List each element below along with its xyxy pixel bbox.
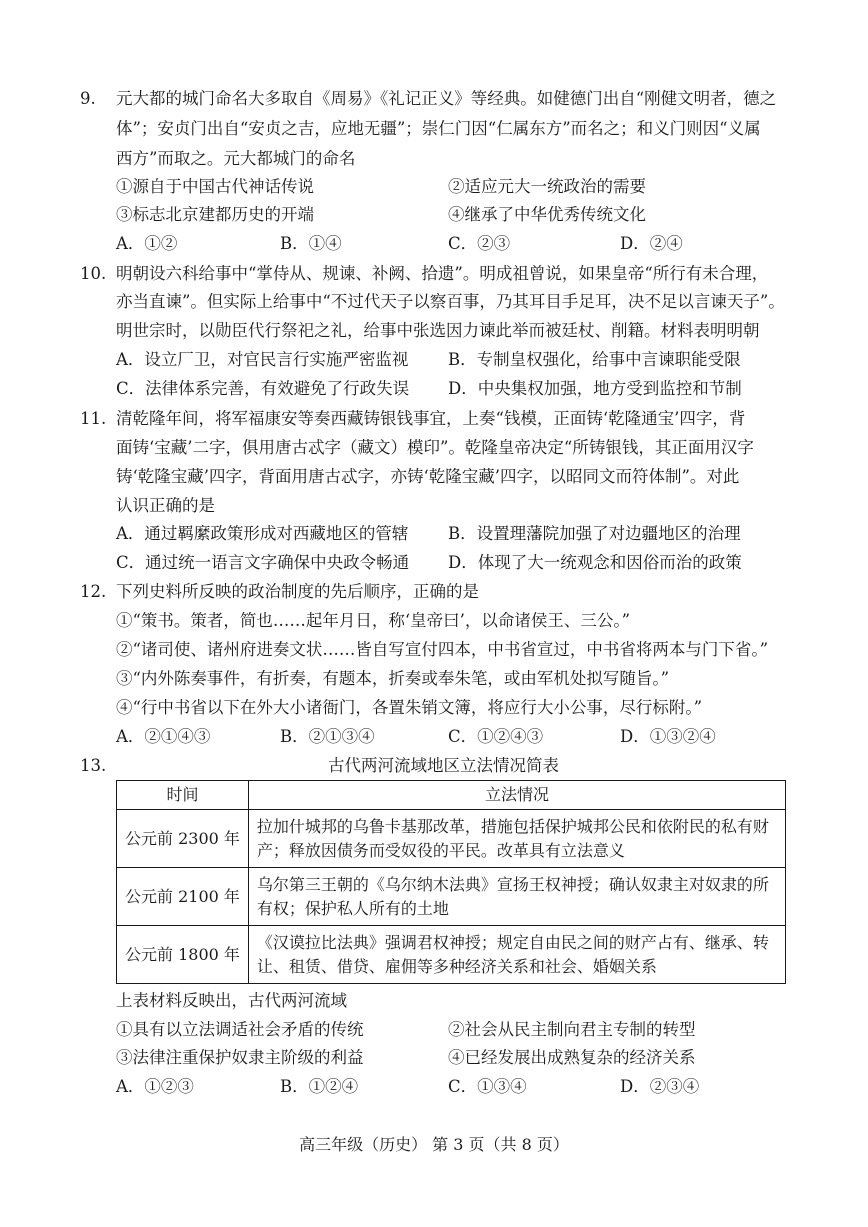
table-cell-time: 公元前 2300 年: [117, 810, 249, 868]
statement-item: ③标志北京建都历史的开端: [116, 205, 314, 224]
answer-option: C．①③④: [448, 1077, 527, 1096]
answer-option: C．②③: [448, 234, 511, 253]
table-cell-content: 乌尔第三王朝的《乌尔纳木法典》宣扬王权神授；确认奴隶主对奴隶的所有权；保护私人所有的土地: [248, 868, 785, 926]
question-text-line: 体”；安贞门出自“安贞之吉，应地无疆”；崇仁门因“仁属东方”而名之；和义门则因“义属: [116, 119, 761, 138]
answer-option: B．①④: [280, 234, 342, 253]
question-text-line: 面铸‘宝藏’二字，俱用唐古忒字（藏文）模印”。乾隆皇帝决定“所铸银钱，其正面用汉字: [116, 438, 754, 457]
statement-item: ②适应元大一统政治的需要: [448, 177, 646, 196]
question-text-line: 明朝设六科给事中“掌侍从、规谏、补阙、拾遗”。明成祖曾说，如果皇帝“所行有未合理，: [116, 264, 769, 283]
source-quote: ④“行中书省以下在外大小诸衙门，各置朱销文簿，将应行大小公事，尽行标附。”: [116, 698, 703, 717]
answer-option: C．通过统一语言文字确保中央政令畅通: [116, 553, 410, 572]
answer-option: B．专制皇权强化，给事中言谏职能受限: [448, 350, 741, 369]
source-quote: ②“诸司使、诸州府进奏文状……皆自写宣付四本，中书省宣过，中书省将两本与门下省。”: [116, 640, 769, 659]
question-text-line: 亦当直谏”。但实际上给事中“不过代天子以察百事，乃其耳目手足耳，决不足以言谏天子”。: [116, 292, 785, 311]
question-text-line: 西方”而取之。元大都城门的命名: [116, 149, 356, 168]
answer-option: C．法律体系完善，有效避免了行政失误: [116, 379, 410, 398]
table-cell-time: 公元前 1800 年: [117, 926, 249, 984]
question-number: 12.: [80, 582, 107, 601]
answer-option: D．中央集权加强，地方受到监控和节制: [448, 379, 742, 398]
statement-item: ①源自于中国古代神话传说: [116, 177, 314, 196]
answer-option: B．①②④: [280, 1077, 359, 1096]
answer-option: D．体现了大一统观念和因俗而治的政策: [448, 553, 742, 572]
answer-option: A．通过羁縻政策形成对西藏地区的管辖: [116, 524, 409, 543]
table-row: [117, 810, 786, 868]
question-number: 10.: [80, 264, 107, 283]
answer-option: B．设置理藩院加强了对边疆地区的治理: [448, 524, 741, 543]
table-cell-time: 公元前 2100 年: [117, 868, 249, 926]
statement-item: ④继承了中华优秀传统文化: [448, 205, 646, 224]
question-text-line: 元大都的城门命名大多取自《周易》《礼记正义》等经典。如健德门出自“刚健文明者，德之: [116, 89, 777, 108]
statement-item: ④已经发展出成熟复杂的经济关系: [448, 1048, 696, 1067]
answer-option: A．①②: [116, 234, 178, 253]
table-header-content: 立法情况: [248, 781, 785, 810]
question-text-line: 铸‘乾隆宝藏’四字，背面用唐古忒字，亦铸‘乾隆宝藏’四字，以昭同文而符体制”。对此: [116, 467, 740, 486]
question-number: 11.: [80, 409, 107, 428]
question-text-line: 清乾隆年间，将军福康安等奏西藏铸银钱事宜，上奏“钱模，正面铸‘乾隆通宝’四字，背: [116, 409, 746, 428]
source-quote: ①“策书。策者，简也……起年月日，称‘皇帝曰’，以命诸侯王、三公。”: [116, 611, 631, 630]
statement-item: ③法律注重保护奴隶主阶级的利益: [116, 1048, 364, 1067]
answer-option: D．②③④: [620, 1077, 700, 1096]
table-header-time: 时间: [117, 781, 249, 810]
table-header-row: [117, 781, 786, 810]
table-row: [117, 926, 786, 984]
table-title: 古代两河流域地区立法情况简表: [328, 756, 559, 775]
statement-item: ②社会从民主制向君主专制的转型: [448, 1020, 696, 1039]
answer-option: A．设立厂卫，对官民言行实施严密监视: [116, 350, 409, 369]
answer-option: D．②④: [620, 234, 683, 253]
question-text-line: 认识正确的是: [116, 496, 215, 515]
question-number: 9.: [80, 89, 96, 108]
answer-option: A．①②③: [116, 1077, 194, 1096]
answer-option: B．②①③④: [280, 727, 375, 746]
table-cell-content: 拉加什城邦的乌鲁卡基那改革，措施包括保护城邦公民和依附民的私有财产；释放因债务而受奴役的平民。改革具有立法意义: [248, 810, 785, 868]
legislation-table: [116, 780, 786, 984]
answer-option: A．②①④③: [116, 727, 211, 746]
question-stem: 上表材料反映出，古代两河流域: [116, 991, 347, 1010]
answer-option: D．①③②④: [620, 727, 716, 746]
source-quote: ③“内外陈奏事件，有折奏，有题本，折奏或奉朱笔，或由军机处拟写随旨。”: [116, 669, 670, 688]
question-text-line: 明世宗时，以勋臣代行祭祀之礼，给事中张选因力谏此举而被廷杖、削籍。材料表明明朝: [116, 321, 760, 340]
table-row: [117, 868, 786, 926]
statement-item: ①具有以立法调适社会矛盾的传统: [116, 1020, 364, 1039]
answer-option: C．①②④③: [448, 727, 544, 746]
page-footer: 高三年级（历史） 第 3 页（共 8 页）: [299, 1135, 569, 1154]
question-stem: 下列史料所反映的政治制度的先后顺序，正确的是: [116, 582, 479, 601]
question-number: 13.: [80, 756, 107, 775]
table-cell-content: 《汉谟拉比法典》强调君权神授；规定自由民之间的财产占有、继承、转让、租赁、借贷、雇佣等多种经济关系和社会、婚姻关系: [248, 926, 785, 984]
